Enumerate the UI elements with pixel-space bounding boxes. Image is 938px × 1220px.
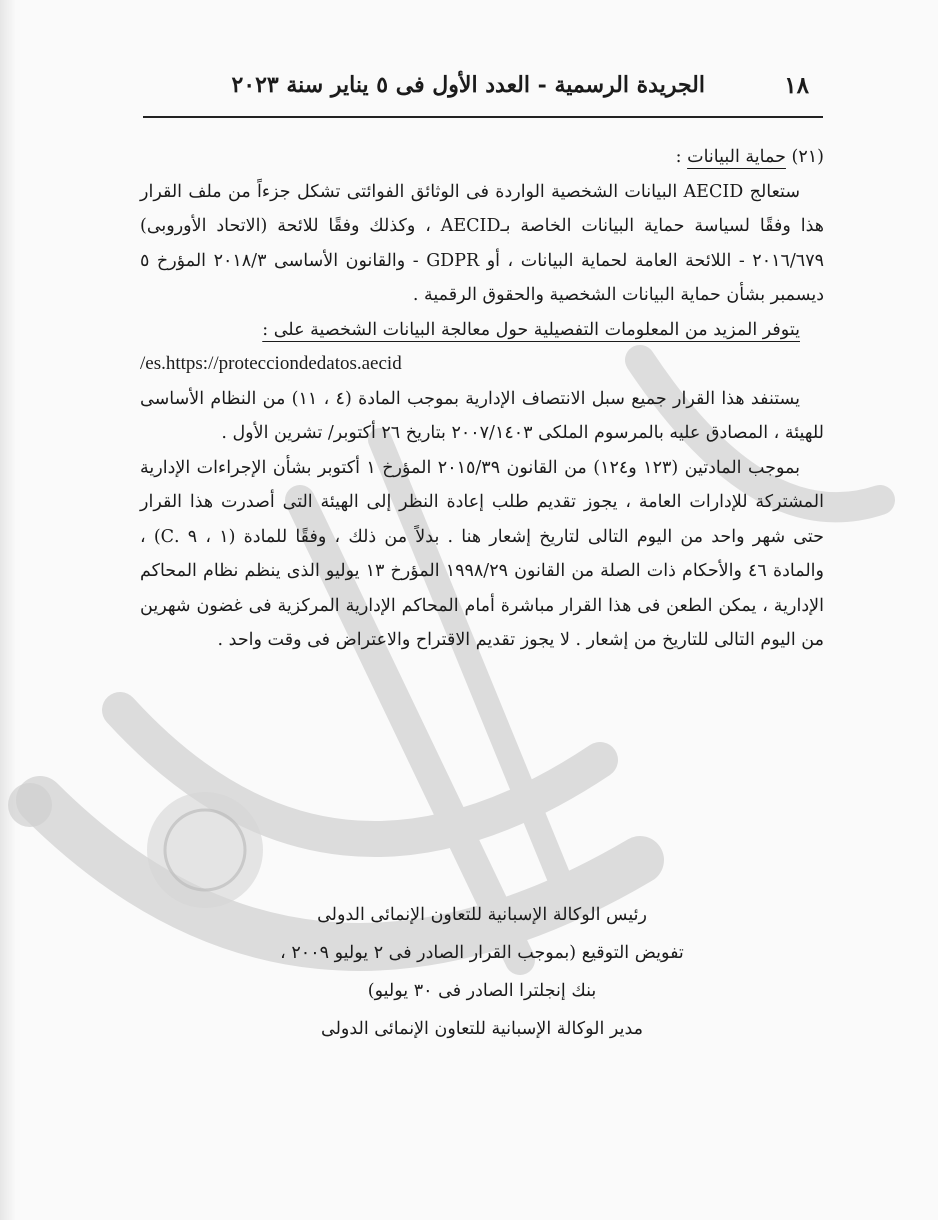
signature-line-1: رئيس الوكالة الإسبانية للتعاون الإنمائى الدولى: [317, 905, 647, 925]
seal-circle: [147, 792, 263, 908]
document-body: [140, 140, 824, 658]
signature-line-4: مدير الوكالة الإسبانية للتعاون الإنمائى الدولى: [320, 1019, 643, 1039]
section-heading: [140, 140, 824, 175]
signature-line-2: تفويض التوقيع (بموجب القرار الصادر فى ٢ يوليو ٢٠٠٩ ،: [280, 943, 684, 963]
signature-block: [140, 896, 824, 1048]
link-intro-line: [140, 313, 824, 348]
page-header: [143, 62, 823, 118]
link-intro-text: يتوفر المزيد من المعلومات التفصيلية حول معالجة البيانات الشخصية على :: [262, 319, 800, 340]
page-number: ١٨: [784, 72, 809, 99]
section-title: حماية البيانات: [687, 147, 786, 167]
section-colon: :: [675, 147, 682, 167]
signature-line-3: بنك إنجلترا الصادر فى ٣٠ يوليو): [367, 981, 597, 1001]
paragraph-administrative-remedies: يستنفد هذا القرار جميع سبل الانتصاف الإدارية بموجب المادة (٤ ، ١١) من النظام الأساسى للهيئة ، المصادق عليه بالمرسوم الملكى ٢٠٠٧/١٤٠٣ بتاريخ ٢٦ أكتوبر/ تشرين الأول .: [140, 388, 824, 443]
data-protection-url[interactable]: /es.https://protecciondedatos.aecid: [140, 353, 402, 374]
page-edge-shadow: [0, 0, 16, 1220]
section-number: (٢١): [791, 147, 824, 167]
paragraph-appeal-rights: بموجب المادتين (١٢٣ و١٢٤) من القانون ٢٠١٥/٣٩ المؤرخ ١ أكتوبر بشأن الإجراءات الإدارية المشتركة للإدارات العامة ، يجوز تقديم طلب إعادة النظر إلى الهيئة التى أصدرت هذا القرار حتى شهر واحد من اليوم التالى لتاريخ إشعار هنا . بدلاً من ذلك ، وفقًا للمادة (١ ، ٩ .C) ، والمادة ٤٦ والأحكام ذات الصلة من القانون ١٩٩٨/٢٩ المؤرخ ١٣ يوليو الذى ينظم نظام المحاكم الإدارية ، يمكن الطعن فى هذا القرار مباشرة أمام المحاكم الإدارية المركزية فى غضون شهرين من اليوم التالى للتاريخ من إشعار . لا يجوز تقديم الاقتراح والاعتراض فى وقت واحد .: [140, 457, 824, 650]
paragraph-data-processing: ستعالج AECID البيانات الشخصية الواردة فى الوثائق الفوائتى تشكل جزءاً من ملف القرار هذا وفقًا لسياسة حماية البيانات الخاصة بـAECID ، وكذلك وفقًا للائحة (الاتحاد الأوروبى) ٢٠١٦/٦٧٩ - اللائحة العامة لحماية البيانات ، أو GDPR - والقانون الأساسى ٢٠١٨/٣ المؤرخ ٥ ديسمبر بشأن حماية البيانات الشخصية والحقوق الرقمية .: [140, 181, 825, 305]
gazette-title: الجريدة الرسمية - العدد الأول فى ٥ يناير سنة ٢٠٢٣: [231, 72, 705, 98]
